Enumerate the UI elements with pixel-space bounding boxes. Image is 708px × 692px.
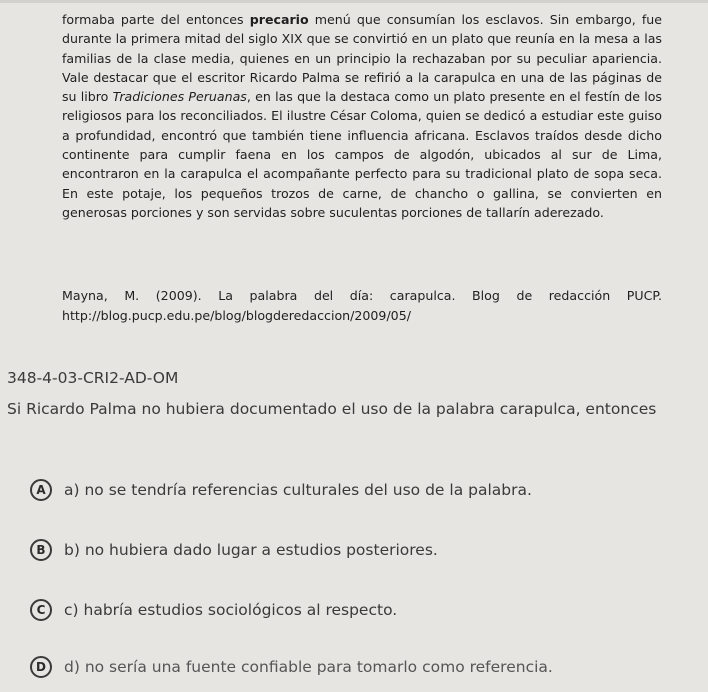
option-c-badge[interactable]: C: [30, 599, 52, 621]
passage-text-middle: menú que consumían los esclavos. Sin embargo, fue durante la primera mitad del siglo XIX que se convirtió en un plato que reunía en la mesa a las familias de la clase media, quienes en un principio la rechazaban por su peculiar apariencia. Vale destacar que el escritor Ricardo Palma se refirió a la carapulca en una de las páginas de su libro: [62, 12, 662, 105]
top-divider: [0, 0, 708, 3]
passage-paragraph: [62, 10, 662, 222]
option-a-text: a) no se tendría referencias culturales del uso de la palabra.: [64, 481, 532, 499]
citation: [62, 286, 662, 325]
citation-url: http://blog.pucp.edu.pe/blog/blogderedaccion/2009/05/: [62, 307, 411, 323]
passage-bold-word: precario: [249, 12, 309, 27]
option-b-badge[interactable]: B: [30, 539, 52, 561]
option-d-text: d) no sería una fuente confiable para tomarlo como referencia.: [64, 658, 553, 676]
book-title: Tradiciones Peruanas: [112, 89, 247, 105]
reading-passage: [62, 10, 662, 222]
question-stem: Si Ricardo Palma no hubiera documentado el uso de la palabra carapulca, entonces: [7, 400, 657, 418]
option-b[interactable]: [30, 538, 438, 562]
passage-text-start: formaba parte del entonces: [62, 12, 250, 27]
option-d[interactable]: [30, 655, 553, 679]
option-c-text: c) habría estudios sociológicos al respecto.: [64, 601, 398, 619]
option-d-badge[interactable]: D: [30, 656, 52, 678]
citation-reference: Mayna, M. (2009). La palabra del día: carapulca. Blog de redacción PUCP.: [62, 288, 662, 303]
option-a-badge[interactable]: A: [30, 479, 52, 501]
option-b-text: b) no hubiera dado lugar a estudios posteriores.: [64, 541, 438, 559]
option-c[interactable]: [30, 598, 397, 622]
question-code: 348-4-03-CRI2-AD-OM: [7, 369, 179, 387]
passage-text-end: , en las que la destaca como un plato presente en el festín de los religiosos para los reconciliados. El ilustre César Coloma, quien se dedicó a estudiar este guiso a profundidad, encontró que también tiene influencia africana. Esclavos traídos desde dicho continente para cumplir faena en los campos de algodón, ubicados al sur de Lima, encontraron en la carapulca el acompañante perfecto para su tradicional plato de sopa seca. En este potaje, los pequeños trozos de carne, de chancho o gallina, se convierten en generosas porciones y son servidas sobre suculentas porciones de tallarín aderezado.: [62, 89, 662, 220]
option-a[interactable]: [30, 478, 532, 502]
